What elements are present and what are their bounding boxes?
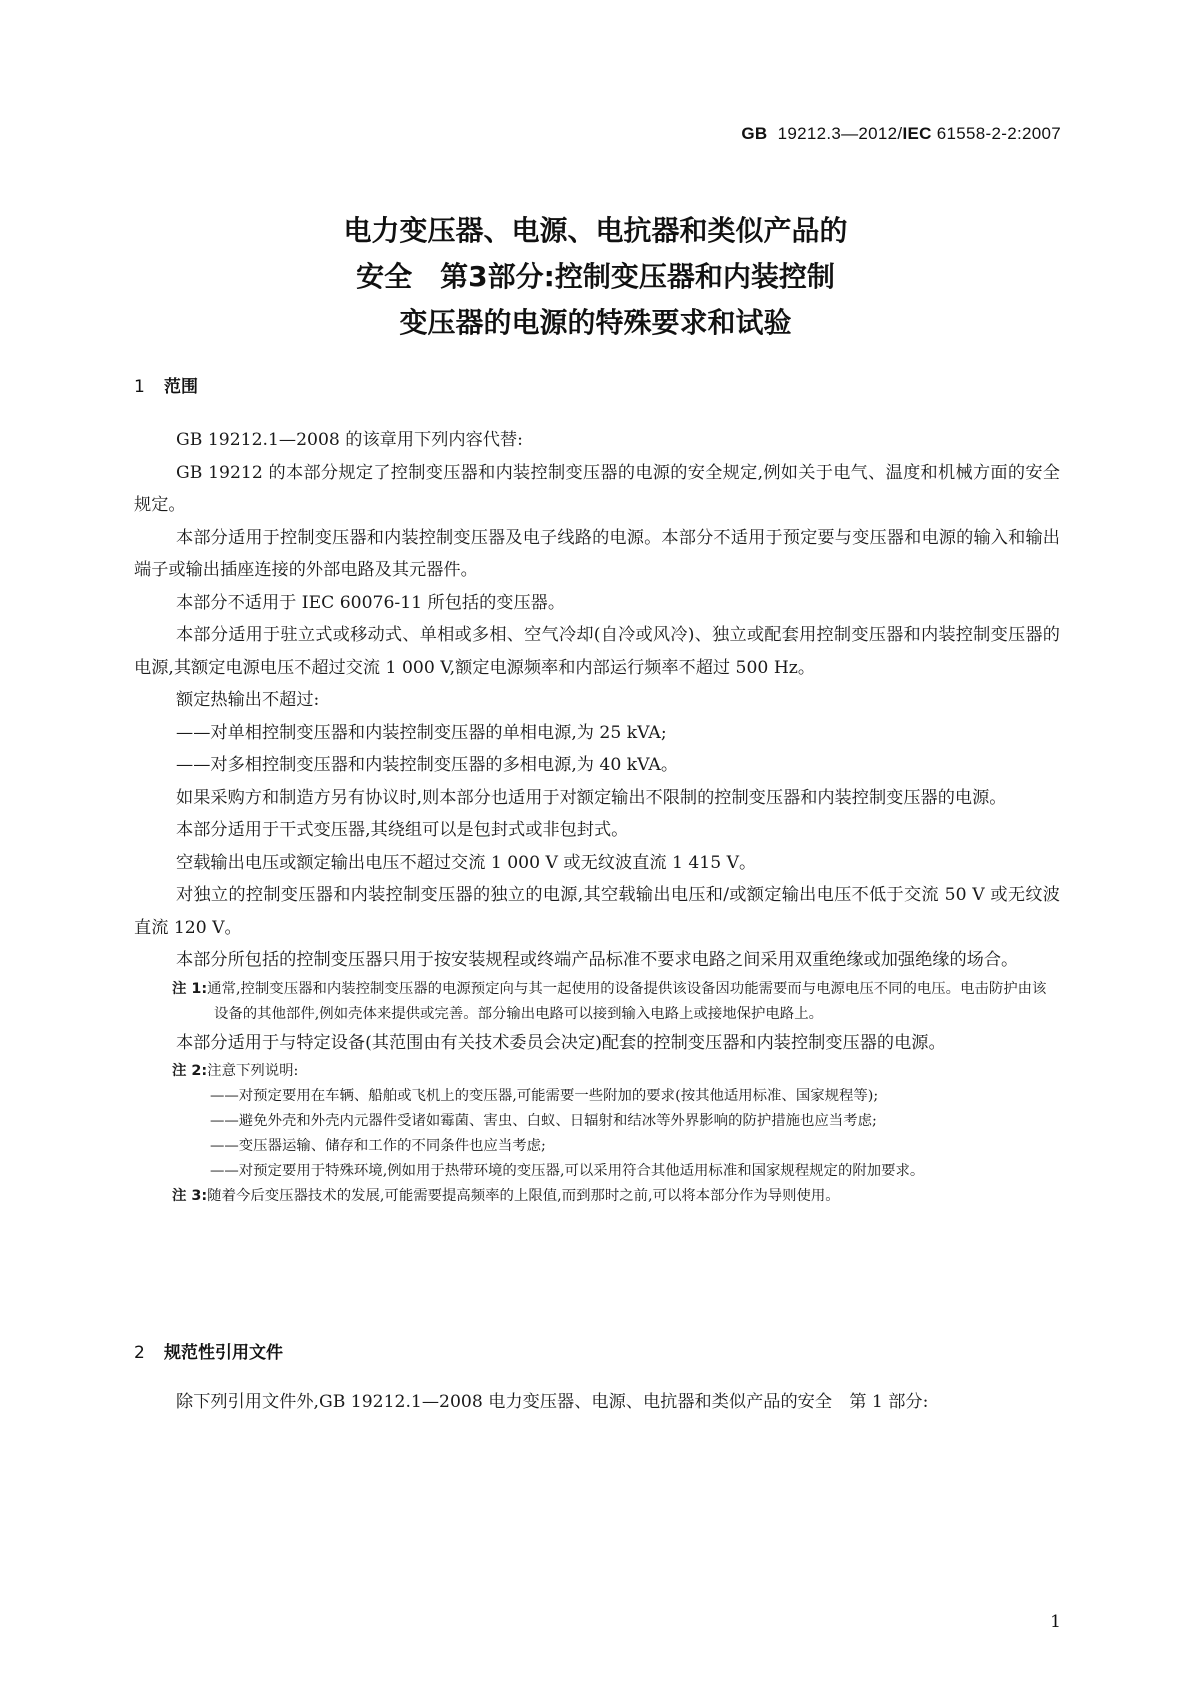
note-text: 随着今后变压器技术的发展,可能需要提高频率的上限值,而到那时之前,可以将本部分作为导则使用。	[207, 1188, 840, 1204]
note-label: 注 2:	[172, 1063, 208, 1079]
note-list-item: ——变压器运输、储存和工作的不同条件也应当考虑;	[210, 1138, 546, 1154]
iec-code: 61558-2-2:2007	[936, 124, 1061, 143]
note-list-item: ——避免外壳和外壳内元器件受诸如霉菌、害虫、白蚁、日辐射和结冰等外界影响的防护措施也应当考虑;	[210, 1113, 877, 1129]
note-2	[134, 1059, 1060, 1084]
section-2-heading	[134, 1338, 283, 1363]
paragraph: 本部分适用于控制变压器和内装控制变压器及电子线路的电源。本部分不适用于预定要与变压器和电源的输入和输出端子或输出插座连接的外部电路及其元器件。	[134, 527, 1060, 580]
document-title	[0, 208, 1191, 346]
note-3	[134, 1184, 1060, 1209]
section-1-body	[134, 424, 1060, 1209]
paragraph: GB 19212 的本部分规定了控制变压器和内装控制变压器的电源的安全规定,例如关于电气、温度和机械方面的安全规定。	[134, 462, 1060, 515]
paragraph: 空载输出电压或额定输出电压不超过交流 1 000 V 或无纹波直流 1 415 V。	[176, 852, 757, 873]
paragraph: 本部分适用于与特定设备(其范围由有关技术委员会决定)配套的控制变压器和内装控制变压器的电源。	[176, 1032, 946, 1053]
iec-prefix: IEC	[902, 124, 932, 143]
std-code: 19212.3—2012/	[777, 124, 903, 143]
section-1-heading	[134, 372, 198, 397]
title-line-2: 安全 第3部分:控制变压器和内装控制	[356, 260, 835, 293]
title-line-1: 电力变压器、电源、电抗器和类似产品的	[343, 214, 848, 247]
paragraph: 本部分适用于干式变压器,其绕组可以是包封式或非包封式。	[176, 820, 629, 840]
paragraph: 如果采购方和制造方另有协议时,则本部分也适用于对额定输出不限制的控制变压器和内装控制变压器的电源。	[176, 787, 1007, 808]
paragraph: 对独立的控制变压器和内装控制变压器的独立的电源,其空载输出电压和/或额定输出电压不低于交流 50 V 或无纹波直流 120 V。	[134, 885, 1060, 938]
paragraph: GB 19212.1—2008 的该章用下列内容代替:	[176, 430, 523, 450]
section-2-body	[134, 1386, 1060, 1419]
section-1-number: 1	[134, 377, 145, 397]
note-label: 注 3:	[172, 1188, 208, 1204]
note-list-item: ——对预定要用在车辆、船舶或飞机上的变压器,可能需要一些附加的要求(按其他适用标准、国家规程等);	[210, 1088, 879, 1104]
section-2-number: 2	[134, 1343, 145, 1363]
section-2-title: 规范性引用文件	[164, 1343, 283, 1363]
title-line-3: 变压器的电源的特殊要求和试验	[399, 306, 792, 339]
note-text: 通常,控制变压器和内装控制变压器的电源预定向与其一起使用的设备提供该设备因功能需要而与电源电压不同的电压。电击防护由该设备的其他部件,例如壳体来提供或完善。部分输出电路可以接到输入电路上或接地保护电路上。	[207, 980, 1047, 1022]
note-list-item: ——对预定要用于特殊环境,例如用于热带环境的变压器,可以采用符合其他适用标准和国家规程规定的附加要求。	[210, 1163, 925, 1179]
note-label: 注 1:	[172, 980, 208, 997]
paragraph: 额定热输出不超过:	[176, 690, 320, 710]
page-number: 1	[1050, 1612, 1061, 1632]
paragraph: 除下列引用文件外,GB 19212.1—2008 电力变压器、电源、电抗器和类似产品的安全 第 1 部分:	[176, 1392, 929, 1412]
paragraph: 本部分不适用于 IEC 60076-11 所包括的变压器。	[176, 592, 566, 613]
dash-list-item: ——对单相控制变压器和内装控制变压器的单相电源,为 25 kVA;	[176, 722, 667, 743]
std-prefix: GB	[741, 124, 768, 143]
paragraph: 本部分所包括的控制变压器只用于按安装规程或终端产品标准不要求电路之间采用双重绝缘或加强绝缘的场合。	[176, 950, 1019, 970]
note-1	[134, 977, 1060, 1027]
paragraph: 本部分适用于驻立式或移动式、单相或多相、空气冷却(自冷或风冷)、独立或配套用控制变压器和内装控制变压器的电源,其额定电源电压不超过交流 1 000 V,额定电源频率和内部运行频率不超过 500 Hz。	[134, 625, 1060, 678]
standard-number	[741, 124, 1061, 144]
note-text: 注意下列说明:	[207, 1063, 299, 1079]
section-1-title: 范围	[164, 377, 198, 397]
dash-list-item: ——对多相控制变压器和内装控制变压器的多相电源,为 40 kVA。	[176, 755, 679, 775]
